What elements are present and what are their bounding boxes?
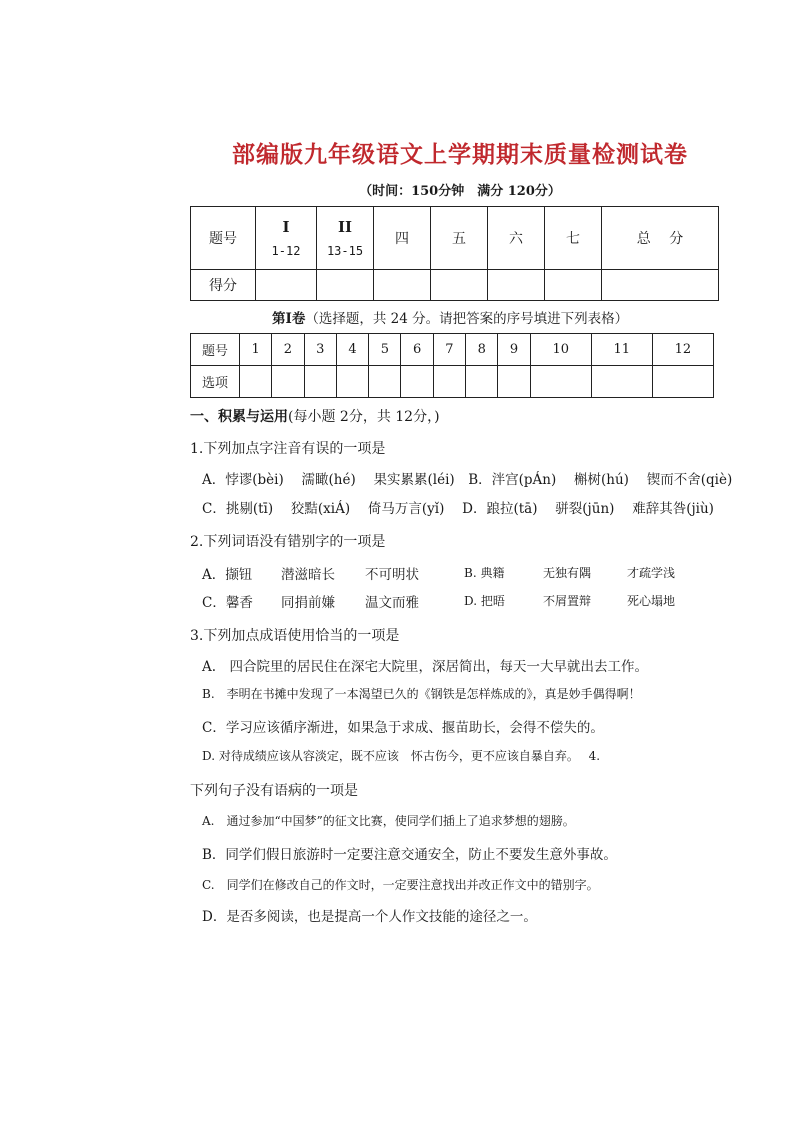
score-cell[interactable] [374,270,431,301]
question-2-option-b: B. 典籍 [464,566,505,580]
question-2-option-d: D. 把晤 [464,594,505,608]
question-2-option-c: C．馨香 [202,595,253,611]
answer-cell[interactable] [530,366,591,398]
answer-cell[interactable] [369,366,401,398]
answer-header-num: 10 [530,334,591,366]
answer-header-num: 5 [369,334,401,366]
page-title: 部编版九年级语文上学期期末质量检测试卷 [232,142,688,168]
question-2-stem: 2.下列词语没有错别字的一项是 [190,534,386,550]
question-1-options-cd: C．挑剔(tī) 狡黠(xiÁ) 倚马万言(yǐ) D．踉拉(tā) 骈裂(jūn) 难辞其咎(jiù) [202,501,714,517]
answer-header-label: 题号 [191,334,240,366]
score-header-part1: Ⅰ 1-12 [256,207,317,270]
score-cell[interactable] [488,270,545,301]
question-2-option-d-2: 不屑置辩 [543,594,592,608]
answer-header-num: 4 [336,334,368,366]
question-4-option-d: D．是否多阅读，也是提高一个人作文技能的途径之一。 [202,909,537,925]
question-1-stem: 1.下列加点字注音有误的一项是 [190,441,386,457]
question-2-option-c-3: 温文而雅 [365,595,419,611]
score-cell[interactable] [431,270,488,301]
score-header-label: 题号 [191,207,256,270]
question-4-stem: 下列句子没有语病的一项是 [190,783,358,799]
question-4-option-c: C. 同学们在修改自己的作文时，一定要注意找出并改正作文中的错别字。 [202,878,599,892]
score-header-6: 六 [488,207,545,270]
part1-heading: 一、积累与运用(每小题 2分，共 12分，) [190,409,440,425]
question-3-stem: 3.下列加点成语使用恰当的一项是 [190,628,400,644]
answer-cell[interactable] [304,366,336,398]
answer-header-num: 12 [652,334,713,366]
answer-header-num: 11 [591,334,652,366]
exam-subtitle: （时间：150分钟 满分 120分） [359,184,561,199]
score-cell[interactable] [317,270,374,301]
question-2-option-c-2: 同捐前嫌 [281,595,335,611]
question-3-option-c: C．学习应该循序渐进，如果急于求成、揠苗助长，会得不偿失的。 [202,720,604,736]
question-3-option-d: D. 对待成绩应该从容淡定，既不应该 怀古伤今，更不应该自暴自弃。 4. [202,749,601,763]
score-cell[interactable] [545,270,602,301]
question-4-option-a: A. 通过参加“中国梦”的征文比赛，使同学们插上了追求梦想的翅膀。 [202,814,575,828]
question-2-option-b-3: 才疏学浅 [627,566,676,580]
question-1-options-ab: A．悖谬(bèi) 濡瞰(hé) 果实累累(léi) B．泮宫(pÁn) 槲树(hú) 锲而不舍(qiè) [202,472,733,488]
answer-cell[interactable] [498,366,530,398]
question-2-option-d-3: 死心塌地 [627,594,676,608]
answer-cell[interactable] [652,366,713,398]
answer-cell[interactable] [591,366,652,398]
answer-row-label: 选项 [191,366,240,398]
question-3-option-a: A. 四合院里的居民住在深宅大院里，深居简出，每天一大早就出去工作。 [202,659,649,675]
question-2-option-a: A．撷钮 [202,567,253,583]
answer-table [190,333,714,398]
question-3-option-b: B. 李明在书摊中发现了一本渴望已久的《钢铁是怎样炼成的》，真是妙手偶得啊！ [202,687,641,701]
answer-cell[interactable] [240,366,272,398]
score-cell[interactable] [256,270,317,301]
answer-cell[interactable] [466,366,498,398]
score-header-7: 七 [545,207,602,270]
answer-cell[interactable] [272,366,304,398]
score-table [190,206,719,301]
question-2-option-b-2: 无独有隅 [543,566,592,580]
score-header-5: 五 [431,207,488,270]
answer-cell[interactable] [401,366,433,398]
score-row-label: 得分 [191,270,256,301]
question-2-option-a-2: 潜滋暗长 [281,567,335,583]
answer-header-num: 6 [401,334,433,366]
answer-header-num: 3 [304,334,336,366]
answer-header-num: 1 [240,334,272,366]
answer-header-num: 7 [433,334,465,366]
section1-instruction: 第Ⅰ卷（选择题，共 24 分。请把答案的序号填进下列表格） [272,311,629,327]
answer-header-num: 9 [498,334,530,366]
score-cell[interactable] [602,270,719,301]
score-header-part2: II 13-15 [317,207,374,270]
question-2-option-a-3: 不可明状 [365,567,419,583]
answer-header-num: 2 [272,334,304,366]
score-header-4: 四 [374,207,431,270]
answer-cell[interactable] [433,366,465,398]
question-4-option-b: B．同学们假日旅游时一定要注意交通安全，防止不要发生意外事故。 [202,847,617,863]
score-header-total: 总 分 [602,207,719,270]
answer-header-num: 8 [466,334,498,366]
answer-cell[interactable] [336,366,368,398]
